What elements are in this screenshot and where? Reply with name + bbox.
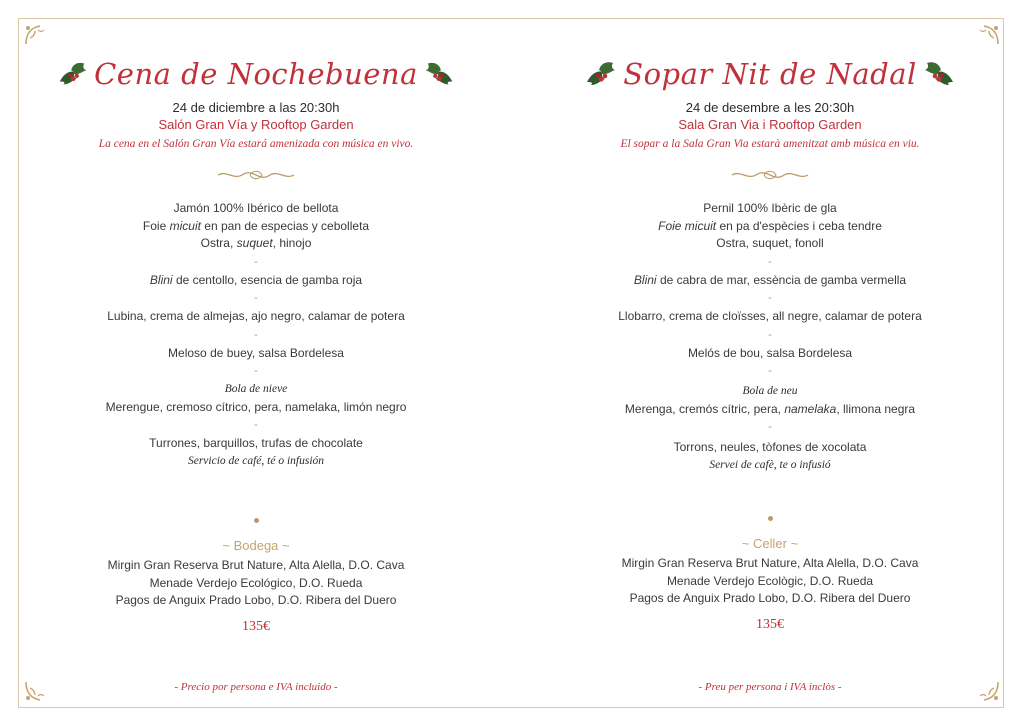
- flourish-divider-icon: [730, 168, 810, 182]
- course-separator: -: [768, 421, 772, 433]
- event-date: 24 de desembre a les 20:30h: [685, 100, 855, 115]
- menu-item: Torrons, neules, tòfones de xocolata: [673, 440, 867, 454]
- menu-column-spanish: [56, 55, 456, 635]
- menu-item-text: en pan de especias y cebolleta: [200, 218, 370, 233]
- menu-item-text: Ostra,: [200, 236, 237, 250]
- event-note: La cena en el Salón Gran Vía estará amenizada con música en vivo.: [98, 138, 414, 150]
- holly-icon: [56, 59, 88, 89]
- menu-item-emphasis: namelaka: [784, 401, 837, 416]
- menu-item: [56, 218, 456, 236]
- corner-ornament-icon: [24, 24, 46, 46]
- menu-item: Llobarro, crema de cloïsses, all negre, calamar de potera: [618, 309, 922, 323]
- coffee-line: Servei de cafè, te o infusió: [709, 458, 831, 471]
- corner-ornament-icon: [978, 24, 1000, 46]
- menu-item-emphasis: suquet: [236, 236, 273, 250]
- holly-icon: [583, 59, 617, 89]
- dessert-title: Bola de neu: [742, 385, 798, 397]
- wine-item: Pagos de Anguix Prado Lobo, D.O. Ribera del Duero: [115, 593, 397, 607]
- menu-item-text: de cabra de mar, essència de gamba vermella: [656, 272, 907, 287]
- menu-item-emphasis: Foie micuit: [658, 218, 717, 233]
- title-row: [56, 55, 456, 93]
- menu-item-emphasis: micuit: [169, 218, 201, 233]
- wine-item: Menade Verdejo Ecológico, D.O. Rueda: [149, 575, 363, 590]
- title-row: [570, 55, 970, 93]
- menu-item: Merengue, cremoso cítrico, pera, namelaka, limón negro: [105, 399, 407, 414]
- wine-item: Pagos de Anguix Prado Lobo, D.O. Ribera del Duero: [629, 591, 911, 605]
- menu-item: Meloso de buey, salsa Bordelesa: [168, 345, 344, 360]
- dessert-title: Bola de nieve: [224, 383, 288, 395]
- course-separator: -: [768, 365, 772, 377]
- wine-list: [570, 555, 970, 608]
- course-separator: -: [254, 255, 258, 268]
- menu-list: [570, 200, 970, 474]
- course-separator: -: [768, 255, 772, 268]
- footer-note: - Preu per persona i IVA inclòs -: [698, 681, 842, 693]
- dot-divider: [254, 518, 259, 523]
- menu-item: Lubina, crema de almejas, ajo negro, calamar de potera: [107, 309, 405, 323]
- menu-item: Melós de bou, salsa Bordelesa: [687, 345, 853, 360]
- menu-item: Ostra, suquet, fonoll: [716, 236, 824, 250]
- event-venue: Sala Gran Via i Rooftop Garden: [678, 117, 862, 132]
- menu-item-text: , hinojo: [272, 236, 312, 250]
- corner-ornament-icon: [978, 680, 1000, 702]
- course-separator: -: [254, 419, 258, 431]
- menu-item: [570, 401, 970, 419]
- menu-column-catalan: [570, 55, 970, 633]
- menu-item-text: , llimona negra: [836, 401, 916, 416]
- dot-divider: [768, 516, 773, 521]
- wine-item: Mirgin Gran Reserva Brut Nature, Alta Alella, D.O. Cava: [107, 558, 405, 572]
- menu-item: Turrones, barquillos, trufas de chocolate: [149, 436, 363, 450]
- menu-list: [56, 200, 456, 470]
- cellar-title: ~ Bodega ~: [222, 538, 290, 553]
- page-title: Sopar Nit de Nadal: [623, 57, 917, 91]
- menu-item-text: de centollo, esencia de gamba roja: [172, 272, 363, 287]
- menu-item-text: Merenga, cremós cítric, pera,: [624, 401, 785, 416]
- course-separator: -: [254, 365, 258, 377]
- page-title: Cena de Nochebuena: [94, 57, 418, 91]
- menu-item: Jamón 100% Ibérico de bellota: [173, 201, 339, 215]
- wine-item: Menade Verdejo Ecològic, D.O. Rueda: [666, 573, 874, 588]
- event-date: 24 de diciembre a las 20:30h: [172, 100, 340, 115]
- event-venue: Salón Gran Vía y Rooftop Garden: [158, 117, 354, 132]
- menu-item-emphasis: Blini: [149, 272, 173, 287]
- coffee-line: Servicio de café, té o infusión: [187, 454, 325, 467]
- cellar-title: ~ Celler ~: [741, 536, 799, 551]
- menu-item: [56, 272, 456, 290]
- course-separator: -: [768, 292, 772, 304]
- course-separator: -: [254, 292, 258, 304]
- price: 135€: [756, 616, 784, 632]
- course-separator: -: [254, 328, 258, 341]
- holly-icon: [424, 59, 456, 89]
- menu-item: [56, 235, 456, 253]
- holly-icon: [923, 59, 957, 89]
- menu-item-text: Foie: [142, 218, 170, 233]
- course-separator: -: [768, 328, 772, 341]
- menu-item-emphasis: Blini: [633, 272, 657, 287]
- event-note: El sopar a la Sala Gran Via estarà amenitzat amb música en viu.: [620, 138, 920, 150]
- flourish-divider-icon: [216, 168, 296, 182]
- menu-item: [570, 272, 970, 290]
- menu-item: Pernil 100% Ibèric de gla: [703, 201, 837, 215]
- menu-item-text: en pa d'espècies i ceba tendre: [716, 218, 882, 233]
- corner-ornament-icon: [24, 680, 46, 702]
- wine-list: [56, 557, 456, 610]
- menu-item: [570, 218, 970, 236]
- footer-note: - Precio por persona e IVA incluido -: [174, 681, 338, 693]
- wine-item: Mirgin Gran Reserva Brut Nature, Alta Alella, D.O. Cava: [621, 556, 919, 570]
- price: 135€: [242, 618, 270, 634]
